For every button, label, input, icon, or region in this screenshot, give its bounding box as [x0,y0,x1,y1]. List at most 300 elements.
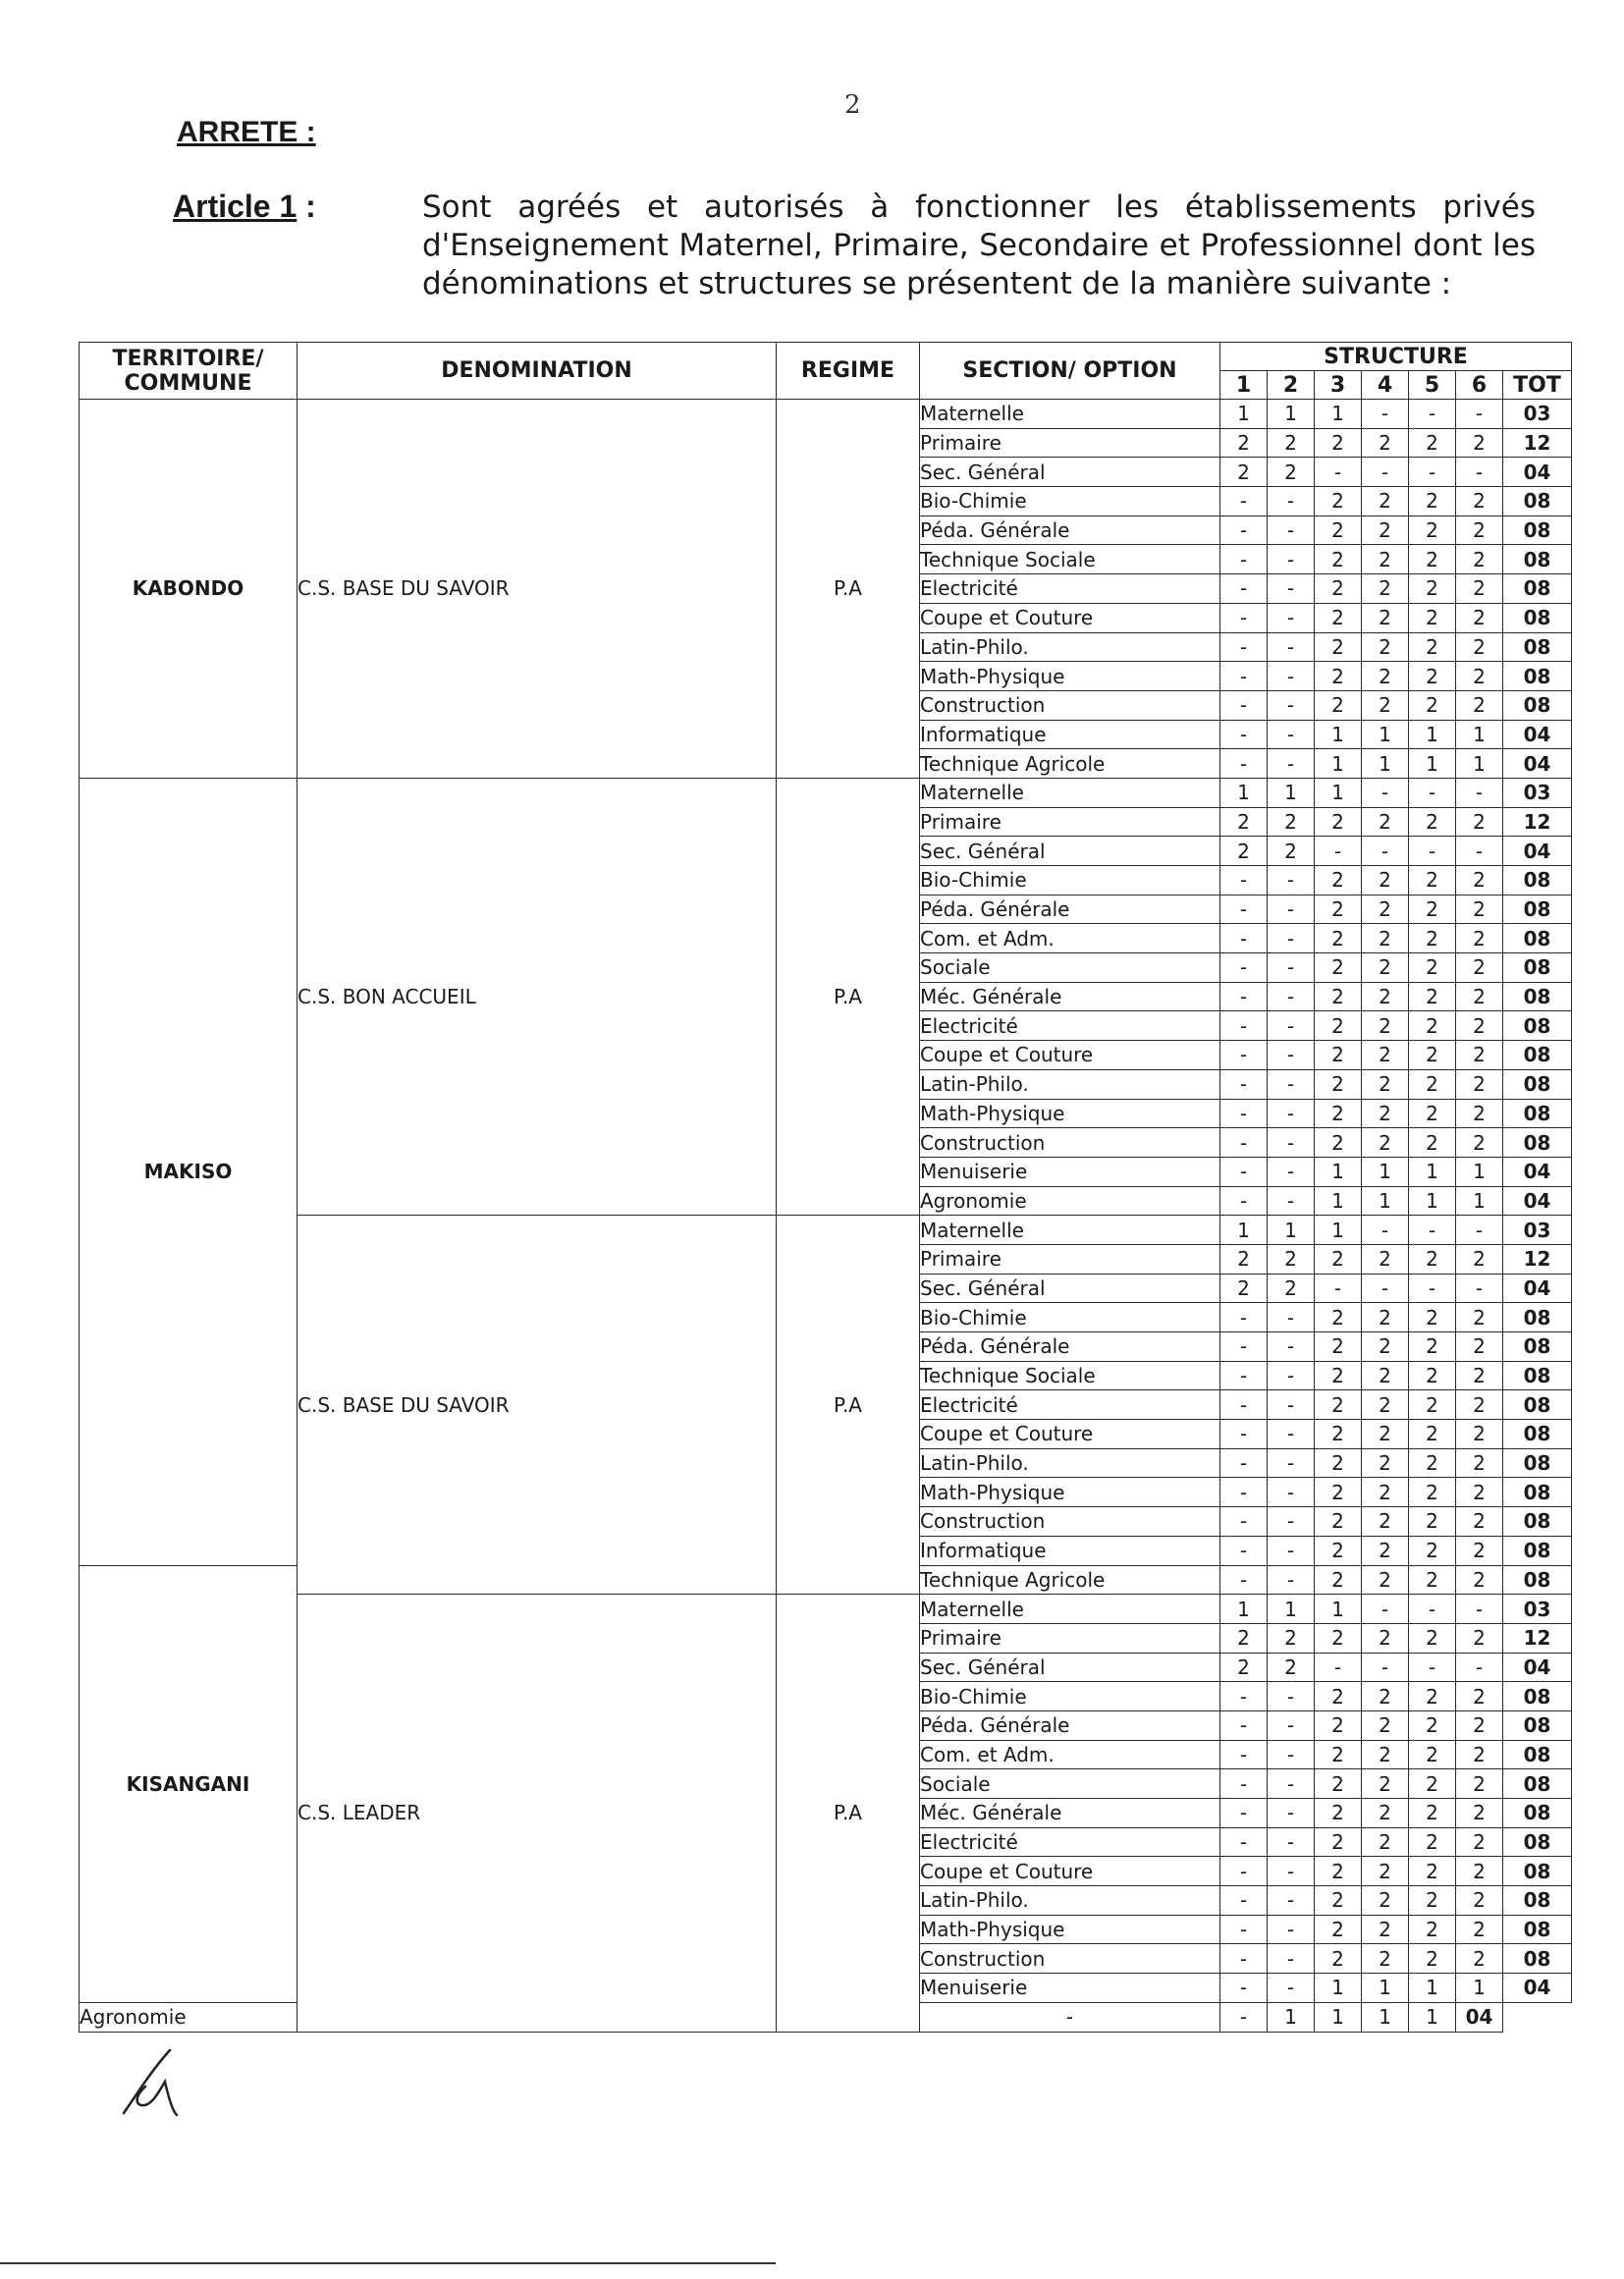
level-2-cell: - [1268,1011,1315,1041]
level-5-cell: - [1409,458,1456,487]
level-2-cell: - [1268,1799,1315,1828]
level-6-cell: 2 [1456,515,1503,545]
level-2-cell: - [1268,545,1315,574]
level-1-cell: 2 [1220,807,1268,837]
level-5-cell: 2 [1409,632,1456,662]
level-3-cell: 1 [1268,2002,1315,2032]
level-2-cell: - [1268,866,1315,895]
level-5-cell: - [1409,837,1456,866]
level-2-cell: - [1268,924,1315,953]
level-1-cell: - [1220,1857,1268,1886]
level-2-cell: - [1220,2002,1268,2032]
tot-cell: 03 [1503,400,1572,429]
level-1-cell: - [1220,1827,1268,1857]
level-3-cell: 2 [1315,1478,1362,1507]
level-2-cell: - [1268,1974,1315,2003]
level-6-cell: 2 [1456,1128,1503,1158]
level-2-cell: - [1268,603,1315,632]
regime-cell: P.A [777,400,920,779]
level-3-cell: 2 [1315,1361,1362,1390]
level-6-cell: 1 [1456,1974,1503,2003]
level-1-cell: - [1220,1390,1268,1420]
level-2-cell: - [1268,1740,1315,1769]
level-3-cell: 1 [1315,1157,1362,1186]
level-2-cell: - [1268,1069,1315,1099]
level-4-cell: 2 [1362,545,1409,574]
arrete-heading: ARRETE : [177,116,316,148]
option-cell: Construction [920,1507,1220,1537]
option-cell: Agronomie [80,2002,298,2032]
tot-cell: 08 [1503,1303,1572,1332]
tot-cell: 08 [1503,515,1572,545]
level-4-cell: 2 [1362,1507,1409,1537]
level-2-cell: 2 [1268,428,1315,458]
level-2-cell: - [1268,1478,1315,1507]
level-3-cell: 2 [1315,1915,1362,1944]
tot-cell: 08 [1503,603,1572,632]
level-5-cell: 2 [1409,895,1456,924]
level-1-cell: - [1220,1886,1268,1916]
level-1-cell: - [1220,1710,1268,1740]
level-5-cell: 2 [1409,574,1456,604]
option-cell: Primaire [920,1623,1220,1653]
level-3-cell: 2 [1315,1011,1362,1041]
option-cell: Sec. Général [920,1653,1220,1682]
level-3-cell: 2 [1315,603,1362,632]
level-2-cell: - [1268,1361,1315,1390]
level-6-cell: 2 [1456,1857,1503,1886]
article-text: Sont agréés et autorisés à fonctionner les établissements privés d'Enseignement Maternel, Primaire, Secondaire et Professionnel dont les dénominations et structures se présentent de la manière suivante : [422,190,1536,301]
level-3-cell: 1 [1315,1595,1362,1624]
level-2-cell: - [1268,1857,1315,1886]
level-6-cell: 2 [1456,953,1503,983]
level-3-cell: 1 [1315,720,1362,749]
tot-cell: 04 [1503,837,1572,866]
level-5-cell: 2 [1409,1420,1456,1449]
level-6-cell: 2 [1456,662,1503,691]
option-cell: Sec. Général [920,1274,1220,1303]
header-structure: STRUCTURE [1220,343,1572,371]
level-2-cell: 2 [1268,1274,1315,1303]
tot-cell: 08 [1503,1710,1572,1740]
tot-cell: 08 [1503,1448,1572,1478]
level-6-cell: 2 [1456,1069,1503,1099]
level-6-cell: 2 [1456,1099,1503,1128]
option-cell: Informatique [920,720,1220,749]
level-2-cell: - [1268,1710,1315,1740]
level-2-cell: - [1268,1332,1315,1362]
option-cell: Latin-Philo. [920,632,1220,662]
tot-cell: 08 [1503,1944,1572,1974]
level-4-cell: 2 [1362,866,1409,895]
option-cell: Technique Agricole [920,749,1220,779]
tot-cell: 04 [1503,1274,1572,1303]
tot-cell: 08 [1503,1857,1572,1886]
level-6-cell: 2 [1456,1478,1503,1507]
level-1-cell: 1 [1220,400,1268,429]
level-3-cell: 2 [1315,1507,1362,1537]
level-6-cell: 2 [1456,1944,1503,1974]
level-6-cell: 2 [1456,1507,1503,1537]
level-4-cell: - [1362,1653,1409,1682]
level-4-cell: 2 [1362,953,1409,983]
level-6-cell: 2 [1456,1448,1503,1478]
tot-cell: 08 [1503,1507,1572,1537]
level-5-cell: 2 [1409,1857,1456,1886]
denomination-cell: C.S. BASE DU SAVOIR [298,1216,777,1595]
option-cell: Latin-Philo. [920,1886,1220,1916]
level-4-cell: 2 [1362,1536,1409,1565]
level-1-cell: - [1220,982,1268,1011]
level-3-cell: 2 [1315,1128,1362,1158]
tot-cell: 08 [1503,1536,1572,1565]
regime-cell: P.A [777,1595,920,2032]
tot-cell: 08 [1503,574,1572,604]
level-4-cell: 2 [1362,515,1409,545]
level-5-cell: 1 [1409,1157,1456,1186]
level-4-cell: 2 [1362,1478,1409,1507]
level-6-cell: 1 [1456,749,1503,779]
level-3-cell: 2 [1315,1536,1362,1565]
level-3-cell: 2 [1315,1041,1362,1070]
level-4-cell: 1 [1315,2002,1362,2032]
level-3-cell: 1 [1315,400,1362,429]
level-2-cell: - [1268,487,1315,516]
level-1-cell: - [1220,515,1268,545]
level-5-cell: 1 [1362,2002,1409,2032]
level-6-cell: 2 [1456,1915,1503,1944]
header-territoire: TERRITOIRE/ COMMUNE [80,343,298,400]
level-2-cell: 2 [1268,1244,1315,1274]
level-1-cell: - [1220,1478,1268,1507]
level-5-cell: 2 [1409,1740,1456,1769]
level-3-cell: 2 [1315,428,1362,458]
level-1-cell: - [1220,1303,1268,1332]
level-2-cell: - [1268,1128,1315,1158]
level-5-cell: 2 [1409,1128,1456,1158]
level-3-cell: 2 [1315,1332,1362,1362]
level-3-cell: 2 [1315,1827,1362,1857]
establishments-table [79,342,1572,2033]
level-3-cell: - [1315,458,1362,487]
level-1-cell: - [1220,895,1268,924]
level-3-cell: - [1315,837,1362,866]
level-2-cell: 2 [1268,458,1315,487]
level-3-cell: 2 [1315,1740,1362,1769]
level-6-cell: 2 [1456,1799,1503,1828]
level-2-cell: - [1268,632,1315,662]
level-2-cell: - [1268,953,1315,983]
tot-cell: 08 [1503,982,1572,1011]
level-2-cell: - [1268,720,1315,749]
tot-cell: 04 [1503,1653,1572,1682]
level-1-cell: - [1220,1128,1268,1158]
level-1-cell: 2 [1220,1653,1268,1682]
level-3-cell: 2 [1315,1303,1362,1332]
header-denomination: DENOMINATION [298,343,777,400]
level-4-cell: 2 [1362,1390,1409,1420]
tot-cell: 08 [1503,1682,1572,1711]
level-3-cell: 2 [1315,1099,1362,1128]
level-2-cell: 1 [1268,400,1315,429]
level-1-cell: - [1220,1011,1268,1041]
level-1-cell: - [1220,1944,1268,1974]
table-header-row [80,343,1572,371]
level-1-cell: - [1220,1069,1268,1099]
option-cell: Electricité [920,1827,1220,1857]
level-1-cell: 1 [1220,1216,1268,1245]
level-3-cell: 2 [1315,487,1362,516]
level-5-cell: 2 [1409,603,1456,632]
option-cell: Technique Sociale [920,545,1220,574]
level-5-cell: 2 [1409,662,1456,691]
level-3-cell: 2 [1315,1799,1362,1828]
level-2-cell: - [1268,1827,1315,1857]
tot-cell: 04 [1503,720,1572,749]
option-cell: Menuiserie [920,1974,1220,2003]
level-3-cell: 2 [1315,545,1362,574]
tot-cell: 08 [1503,1799,1572,1828]
level-1-cell: - [1220,632,1268,662]
option-cell: Péda. Générale [920,1332,1220,1362]
header-level-3: 3 [1315,371,1362,400]
level-1-cell: 2 [1220,837,1268,866]
tot-cell: 08 [1503,1099,1572,1128]
level-1-cell: - [1220,1448,1268,1478]
option-cell: Bio-Chimie [920,866,1220,895]
level-5-cell: 2 [1409,1099,1456,1128]
level-5-cell: 2 [1409,1915,1456,1944]
level-6-cell: 2 [1456,982,1503,1011]
level-4-cell: 2 [1362,1857,1409,1886]
level-1-cell: - [1220,1536,1268,1565]
level-5-cell: 1 [1409,720,1456,749]
tot-cell: 03 [1503,1216,1572,1245]
tot-cell: 08 [1503,1769,1572,1799]
level-2-cell: 1 [1268,1595,1315,1624]
option-cell: Sec. Général [920,458,1220,487]
level-5-cell: 2 [1409,515,1456,545]
level-4-cell: 2 [1362,1361,1409,1390]
level-3-cell: - [1315,1274,1362,1303]
level-4-cell: 2 [1362,1011,1409,1041]
level-5-cell: 2 [1409,487,1456,516]
tot-cell: 08 [1503,1041,1572,1070]
level-6-cell: 2 [1456,1740,1503,1769]
tot-cell: 04 [1456,2002,1503,2032]
level-3-cell: 2 [1315,1244,1362,1274]
level-5-cell: 2 [1409,1536,1456,1565]
level-2-cell: 2 [1268,1653,1315,1682]
tot-cell: 08 [1503,1827,1572,1857]
territory-cell: KABONDO [80,400,298,779]
level-5-cell: 2 [1409,866,1456,895]
tot-cell: 08 [1503,690,1572,720]
level-6-cell: - [1456,778,1503,807]
level-2-cell: - [1268,1099,1315,1128]
tot-cell: 12 [1503,1244,1572,1274]
level-2-cell: - [1268,515,1315,545]
level-4-cell: 2 [1362,807,1409,837]
option-cell: Bio-Chimie [920,1682,1220,1711]
level-4-cell: 2 [1362,1565,1409,1595]
level-1-cell: - [1220,866,1268,895]
level-4-cell: - [1362,1274,1409,1303]
level-4-cell: 2 [1362,1710,1409,1740]
level-3-cell: 1 [1315,1216,1362,1245]
table-row [80,1216,1572,1245]
option-cell: Construction [920,1128,1220,1158]
level-6-cell: - [1456,400,1503,429]
option-cell: Maternelle [920,1216,1220,1245]
level-2-cell: - [1268,1536,1315,1565]
level-1-cell: - [1220,1799,1268,1828]
option-cell: Sociale [920,953,1220,983]
table-body [80,400,1572,2033]
article-label: Article 1 [173,189,298,224]
level-6-cell: - [1456,1653,1503,1682]
option-cell: Construction [920,1944,1220,1974]
option-cell: Bio-Chimie [920,487,1220,516]
option-cell: Technique Sociale [920,1361,1220,1390]
level-3-cell: 2 [1315,690,1362,720]
level-2-cell: 2 [1268,1623,1315,1653]
level-6-cell: 2 [1456,1361,1503,1390]
level-1-cell: - [1220,1565,1268,1595]
level-4-cell: 2 [1362,574,1409,604]
option-cell: Electricité [920,574,1220,604]
level-2-cell: - [1268,1565,1315,1595]
level-1-cell: 2 [1220,428,1268,458]
level-5-cell: 2 [1409,1361,1456,1390]
level-6-cell: 2 [1456,1041,1503,1070]
level-2-cell: - [1268,1682,1315,1711]
option-cell: Coupe et Couture [920,603,1220,632]
level-2-cell: - [1268,1041,1315,1070]
level-6-cell: 2 [1456,1303,1503,1332]
level-1-cell: - [1220,603,1268,632]
level-1-cell: - [1220,1915,1268,1944]
tot-cell: 08 [1503,1069,1572,1099]
level-5-cell: 2 [1409,1623,1456,1653]
option-cell: Maternelle [920,1595,1220,1624]
level-6-cell: 2 [1456,1420,1503,1449]
territory-cell: KISANGANI [80,1565,298,2002]
level-3-cell: 2 [1315,1769,1362,1799]
level-5-cell: 2 [1409,1507,1456,1537]
option-cell: Math-Physique [920,1915,1220,1944]
level-2-cell: - [1268,749,1315,779]
option-cell: Latin-Philo. [920,1448,1220,1478]
level-1-cell: - [1220,720,1268,749]
level-3-cell: 2 [1315,895,1362,924]
option-cell: Sec. Général [920,837,1220,866]
territory-cell: MAKISO [80,778,298,1565]
option-cell: Construction [920,690,1220,720]
level-4-cell: 2 [1362,1069,1409,1099]
level-6-cell: - [1456,1595,1503,1624]
level-3-cell: 1 [1315,1186,1362,1216]
level-4-cell: 2 [1362,662,1409,691]
level-2-cell: - [1268,574,1315,604]
option-cell: Coupe et Couture [920,1041,1220,1070]
header-regime: REGIME [777,343,920,400]
option-cell: Maternelle [920,778,1220,807]
option-cell: Agronomie [920,1186,1220,1216]
level-5-cell: 2 [1409,1799,1456,1828]
denomination-cell: C.S. BON ACCUEIL [298,778,777,1215]
tot-cell: 08 [1503,1011,1572,1041]
level-3-cell: 2 [1315,924,1362,953]
level-1-cell: 2 [1220,1274,1268,1303]
level-4-cell: 2 [1362,1420,1409,1449]
level-3-cell: 2 [1315,1623,1362,1653]
level-5-cell: 2 [1409,1478,1456,1507]
level-6-cell: 2 [1456,690,1503,720]
level-5-cell: 1 [1409,749,1456,779]
option-cell: Math-Physique [920,1478,1220,1507]
level-4-cell: 2 [1362,690,1409,720]
level-3-cell: 2 [1315,953,1362,983]
option-cell: Péda. Générale [920,895,1220,924]
level-2-cell: 1 [1268,1216,1315,1245]
level-6-cell: 2 [1456,428,1503,458]
level-2-cell: - [1268,1390,1315,1420]
tot-cell: 08 [1503,866,1572,895]
level-6-cell: - [1456,458,1503,487]
level-3-cell: 2 [1315,1710,1362,1740]
tot-cell: 12 [1503,428,1572,458]
level-1-cell: 2 [1220,1244,1268,1274]
level-2-cell: - [1268,895,1315,924]
level-1-cell: - [1220,545,1268,574]
level-6-cell: 2 [1456,632,1503,662]
level-6-cell: 1 [1456,1157,1503,1186]
level-2-cell: - [1268,1915,1315,1944]
level-1-cell: - [1220,1420,1268,1449]
level-5-cell: 2 [1409,1682,1456,1711]
level-3-cell: 2 [1315,982,1362,1011]
level-3-cell: 2 [1315,1944,1362,1974]
tot-cell: 04 [1503,749,1572,779]
level-2-cell: - [1268,690,1315,720]
level-4-cell: 2 [1362,1244,1409,1274]
tot-cell: 08 [1503,924,1572,953]
level-3-cell: 2 [1315,807,1362,837]
level-1-cell: - [1220,1332,1268,1362]
option-cell: Latin-Philo. [920,1069,1220,1099]
level-2-cell: - [1268,1769,1315,1799]
tot-cell: 08 [1503,632,1572,662]
tot-cell: 08 [1503,1332,1572,1362]
level-1-cell: - [1220,1099,1268,1128]
level-4-cell: 1 [1362,720,1409,749]
tot-cell: 08 [1503,487,1572,516]
regime-cell: P.A [777,778,920,1215]
option-cell: Com. et Adm. [920,924,1220,953]
level-4-cell: 2 [1362,1915,1409,1944]
level-4-cell: 2 [1362,428,1409,458]
level-6-cell: - [1456,1274,1503,1303]
level-3-cell: 2 [1315,1857,1362,1886]
level-3-cell: 1 [1315,749,1362,779]
level-1-cell: - [1220,1507,1268,1537]
level-6-cell: 2 [1456,924,1503,953]
level-4-cell: 2 [1362,1740,1409,1769]
level-5-cell: 2 [1409,1244,1456,1274]
level-2-cell: - [1268,1886,1315,1916]
level-6-cell: 2 [1456,1565,1503,1595]
